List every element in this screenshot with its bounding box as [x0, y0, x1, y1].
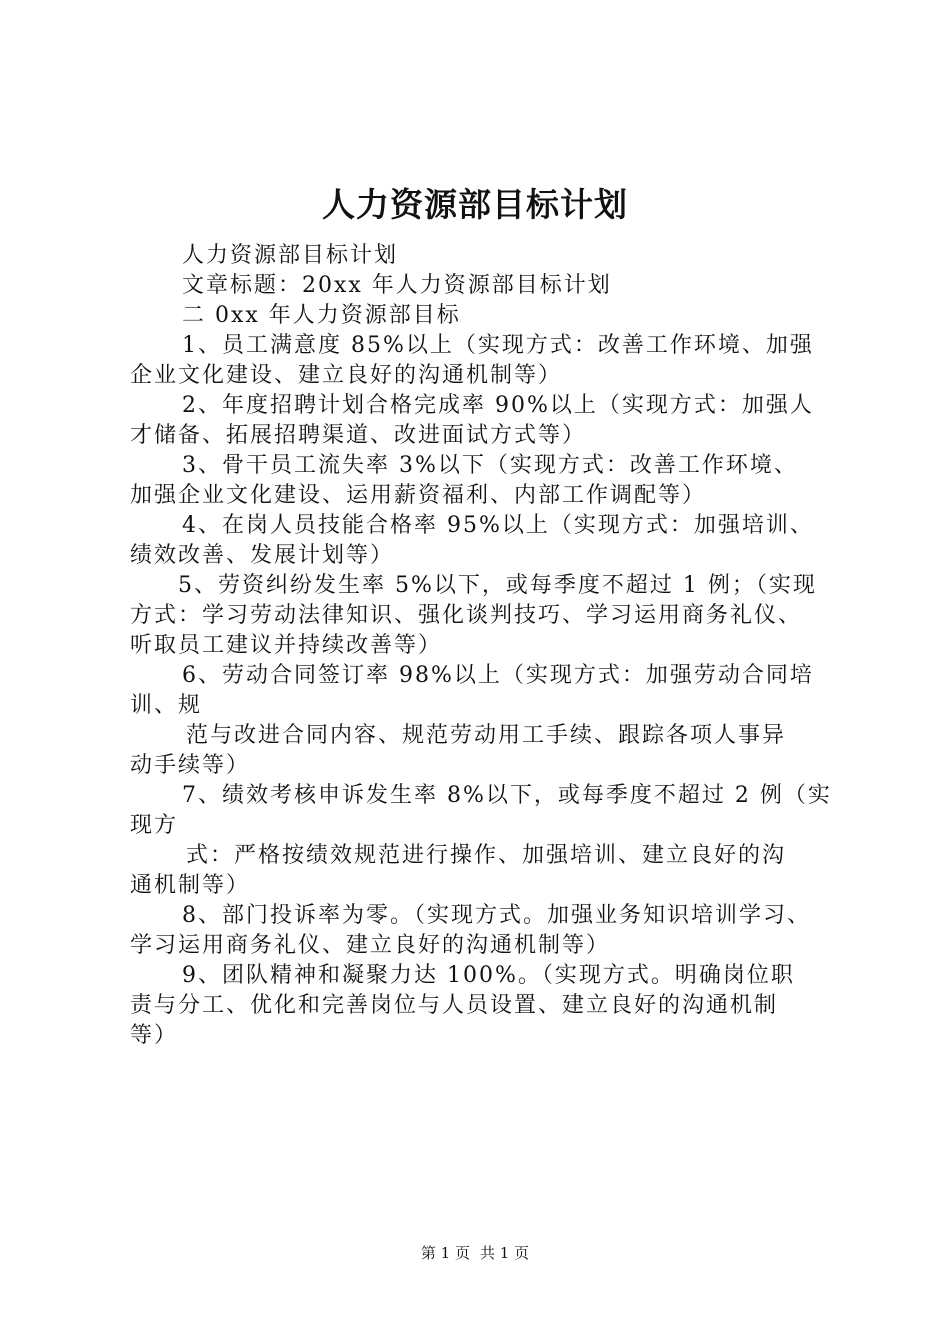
- goal-7-line: 式：严格按绩效规范进行操作、加强培训、建立良好的沟: [186, 843, 787, 868]
- goal-2-line: 2、年度招聘计划合格完成率 90%以上（实现方式：加强人: [182, 393, 814, 418]
- goal-1-line: 企业文化建设、建立良好的沟通机制等）: [130, 363, 563, 388]
- goal-9-line: 责与分工、优化和完善岗位与人员设置、建立良好的沟通机制: [130, 993, 779, 1018]
- goal-7-line: 7、绩效考核申诉发生率 8%以下，或每季度不超过 2 例（实: [182, 783, 832, 808]
- goal-2-line: 才储备、拓展招聘渠道、改进面试方式等）: [130, 423, 587, 448]
- goal-6-line: 训、规: [130, 693, 203, 718]
- body-line: 文章标题：20xx 年人力资源部目标计划: [182, 273, 612, 298]
- goal-4-line: 4、在岗人员技能合格率 95%以上（实现方式：加强培训、: [182, 513, 814, 538]
- goal-6-line: 动手续等）: [130, 753, 251, 778]
- goal-4-line: 绩效改善、发展计划等）: [130, 543, 395, 568]
- goal-6-line: 6、劳动合同签订率 98%以上（实现方式：加强劳动合同培: [182, 663, 814, 688]
- goal-6-line: 范与改进合同内容、规范劳动用工手续、跟踪各项人事异: [186, 723, 787, 748]
- goal-1-line: 1、员工满意度 85%以上（实现方式：改善工作环境、加强: [182, 333, 814, 358]
- document-title: 人力资源部目标计划: [322, 185, 628, 224]
- goal-3-line: 3、骨干员工流失率 3%以下（实现方式：改善工作环境、: [182, 453, 798, 478]
- goal-3-line: 加强企业文化建设、运用薪资福利、内部工作调配等）: [130, 483, 707, 508]
- page-number: 第 1 页: [420, 1244, 470, 1262]
- goal-9-line: 等）: [130, 1023, 179, 1048]
- page-total: 共 1 页: [480, 1244, 530, 1262]
- goal-5-line: 听取员工建议并持续改善等）: [130, 633, 443, 658]
- body-line: 人力资源部目标计划: [182, 243, 399, 268]
- goal-5-line: 5、劳资纠纷发生率 5%以下，或每季度不超过 1 例；（实现: [178, 573, 817, 598]
- document-body: [130, 241, 850, 1051]
- body-line: 二 0xx 年人力资源部目标: [182, 303, 461, 328]
- goal-7-line: 现方: [130, 813, 179, 838]
- goal-9-line: 9、团队精神和凝聚力达 100%。（实现方式。明确岗位职: [182, 963, 795, 988]
- page-footer: [0, 1242, 950, 1264]
- goal-5-line: 方式：学习劳动法律知识、强化谈判技巧、学习运用商务礼仪、: [130, 603, 803, 628]
- goal-8-line: 学习运用商务礼仪、建立良好的沟通机制等）: [130, 933, 611, 958]
- goal-7-line: 通机制等）: [130, 873, 251, 898]
- goal-8-line: 8、部门投诉率为零。（实现方式。加强业务知识培训学习、: [182, 903, 811, 928]
